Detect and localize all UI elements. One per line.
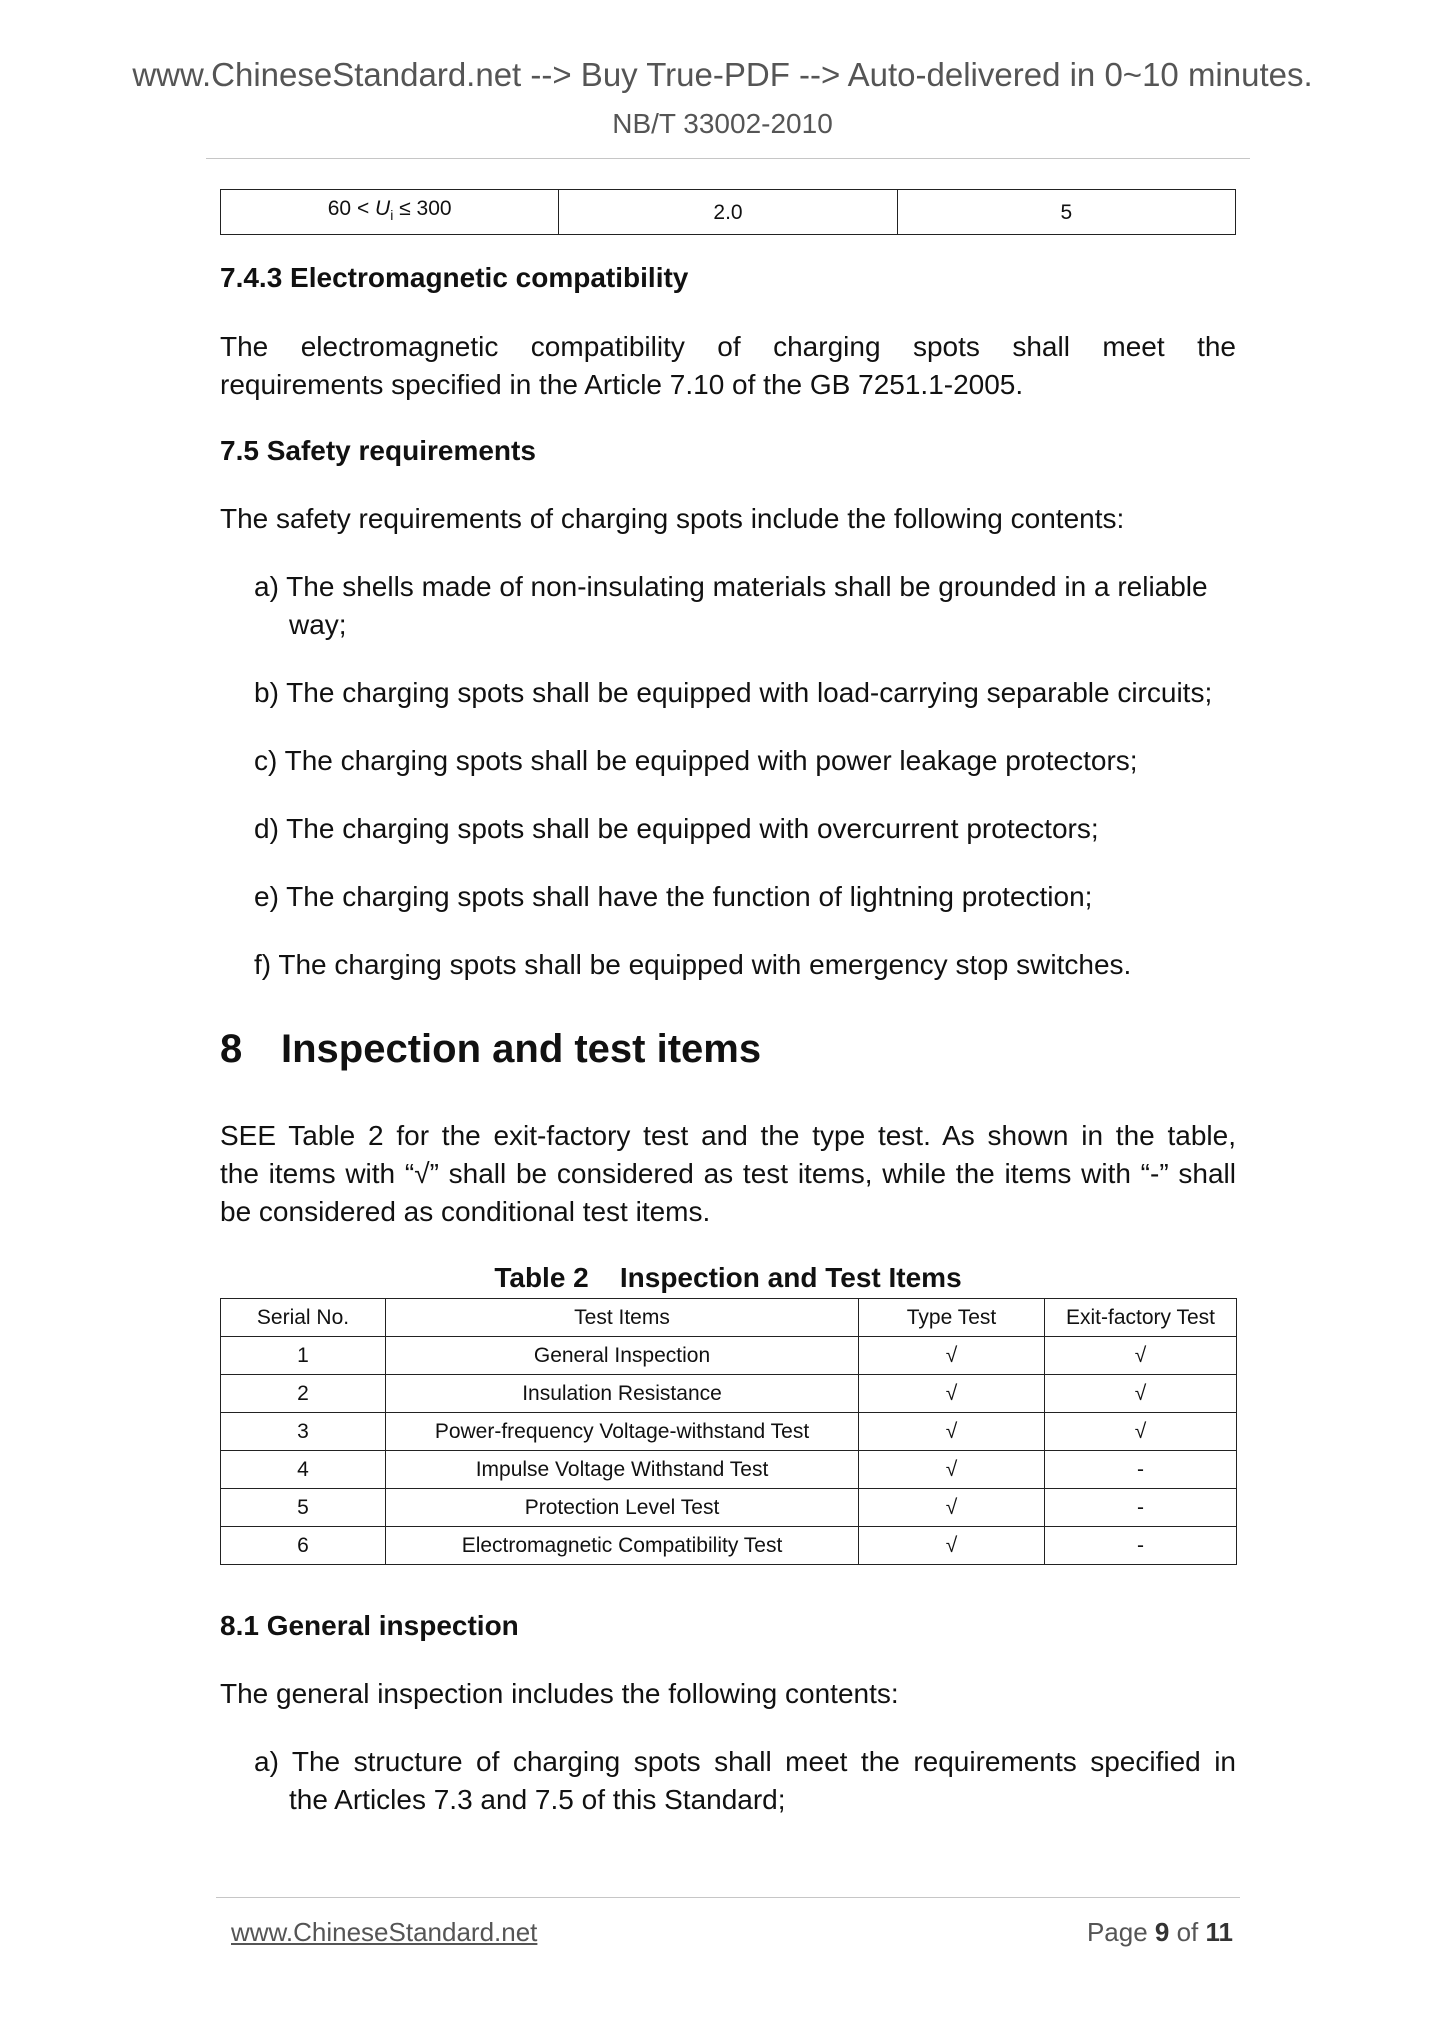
serial-cell: 1 (221, 1337, 386, 1375)
type-test-mark: √ (859, 1527, 1045, 1565)
standard-number: NB/T 33002-2010 (612, 108, 833, 139)
test-item-cell: Insulation Resistance (386, 1375, 859, 1413)
type-test-mark: √ (859, 1375, 1045, 1413)
table-cell-value: 2.0 (559, 190, 897, 235)
table-cell-range: $60 < U_i \le 300$ (221, 190, 559, 235)
table-row (221, 1375, 1237, 1413)
table-row (221, 190, 1236, 235)
serial-cell: 2 (221, 1375, 386, 1413)
table-caption: Table 2 Inspection and Test Items (494, 1262, 962, 1293)
test-item-cell: Electromagnetic Compatibility Test (386, 1527, 859, 1565)
list-item: c) The charging spots shall be equipped with power leakage protectors; (254, 745, 1138, 776)
serial-cell: 4 (221, 1451, 386, 1489)
footer-site-link[interactable]: www.ChineseStandard.net (231, 1917, 538, 1947)
exit-factory-mark: √ (1045, 1413, 1237, 1451)
list-item: b) The charging spots shall be equipped with load-carrying separable circuits; (254, 677, 1213, 708)
list-item: a) The structure of charging spots shall meet the requirements specified in (254, 1746, 1236, 1777)
list-item-continuation: way; (289, 609, 347, 640)
table-row (221, 1337, 1237, 1375)
list-item: d) The charging spots shall be equipped with overcurrent protectors; (254, 813, 1099, 844)
table-row (221, 1413, 1237, 1451)
exit-factory-mark: √ (1045, 1337, 1237, 1375)
paragraph-line: be considered as conditional test items. (220, 1196, 711, 1227)
type-test-mark: √ (859, 1489, 1045, 1527)
column-header: Exit-factory Test (1045, 1299, 1237, 1337)
table-header-row (221, 1299, 1237, 1337)
paragraph-line: The electromagnetic compatibility of charging spots shall meet the (220, 331, 1236, 362)
list-item: a) The shells made of non-insulating materials shall be grounded in a reliable (254, 571, 1208, 602)
column-header: Serial No. (221, 1299, 386, 1337)
exit-factory-mark: - (1045, 1489, 1237, 1527)
paragraph-intro: The general inspection includes the following contents: (220, 1678, 899, 1709)
column-header: Type Test (859, 1299, 1045, 1337)
header-divider (206, 158, 1250, 159)
table-row (221, 1527, 1237, 1565)
section-heading-7-4-3: 7.4.3 Electromagnetic compatibility (220, 262, 689, 293)
paragraph-intro: The safety requirements of charging spots include the following contents: (220, 503, 1125, 534)
paragraph-line: requirements specified in the Article 7.10 of the GB 7251.1-2005. (220, 369, 1024, 400)
test-item-cell: Protection Level Test (386, 1489, 859, 1527)
paragraph-line: the items with “√” shall be considered as test items, while the items with “-” shall (220, 1158, 1236, 1189)
type-test-mark: √ (859, 1337, 1045, 1375)
paragraph-line: SEE Table 2 for the exit-factory test and the type test. As shown in the table, (220, 1120, 1236, 1151)
list-item: e) The charging spots shall have the function of lightning protection; (254, 881, 1093, 912)
test-item-cell: Impulse Voltage Withstand Test (386, 1451, 859, 1489)
table-row (221, 1489, 1237, 1527)
chapter-title: Inspection and test items (281, 1027, 762, 1071)
exit-factory-mark: √ (1045, 1375, 1237, 1413)
exit-factory-mark: - (1045, 1527, 1237, 1565)
table-row (221, 1451, 1237, 1489)
footer-divider (216, 1897, 1240, 1898)
type-test-mark: √ (859, 1413, 1045, 1451)
header-banner: www.ChineseStandard.net --> Buy True-PDF --> Auto-delivered in 0~10 minutes. (132, 56, 1313, 93)
chapter-number: 8 (220, 1027, 243, 1071)
serial-cell: 3 (221, 1413, 386, 1451)
type-test-mark: √ (859, 1451, 1045, 1489)
inspection-test-items-table (220, 1298, 1237, 1565)
table-cell-limit: 5 (897, 190, 1235, 235)
list-item-continuation: the Articles 7.3 and 7.5 of this Standard; (289, 1784, 786, 1815)
footer-page-number: Page 9 of 11 (1086, 1917, 1233, 1947)
test-item-cell: General Inspection (386, 1337, 859, 1375)
exit-factory-mark: - (1045, 1451, 1237, 1489)
list-item: f) The charging spots shall be equipped with emergency stop switches. (254, 949, 1132, 980)
column-header: Test Items (386, 1299, 859, 1337)
continued-table (220, 189, 1236, 235)
test-item-cell: Power-frequency Voltage-withstand Test (386, 1413, 859, 1451)
section-heading-8-1: 8.1 General inspection (220, 1610, 519, 1641)
section-heading-7-5: 7.5 Safety requirements (220, 435, 536, 466)
serial-cell: 5 (221, 1489, 386, 1527)
serial-cell: 6 (221, 1527, 386, 1565)
